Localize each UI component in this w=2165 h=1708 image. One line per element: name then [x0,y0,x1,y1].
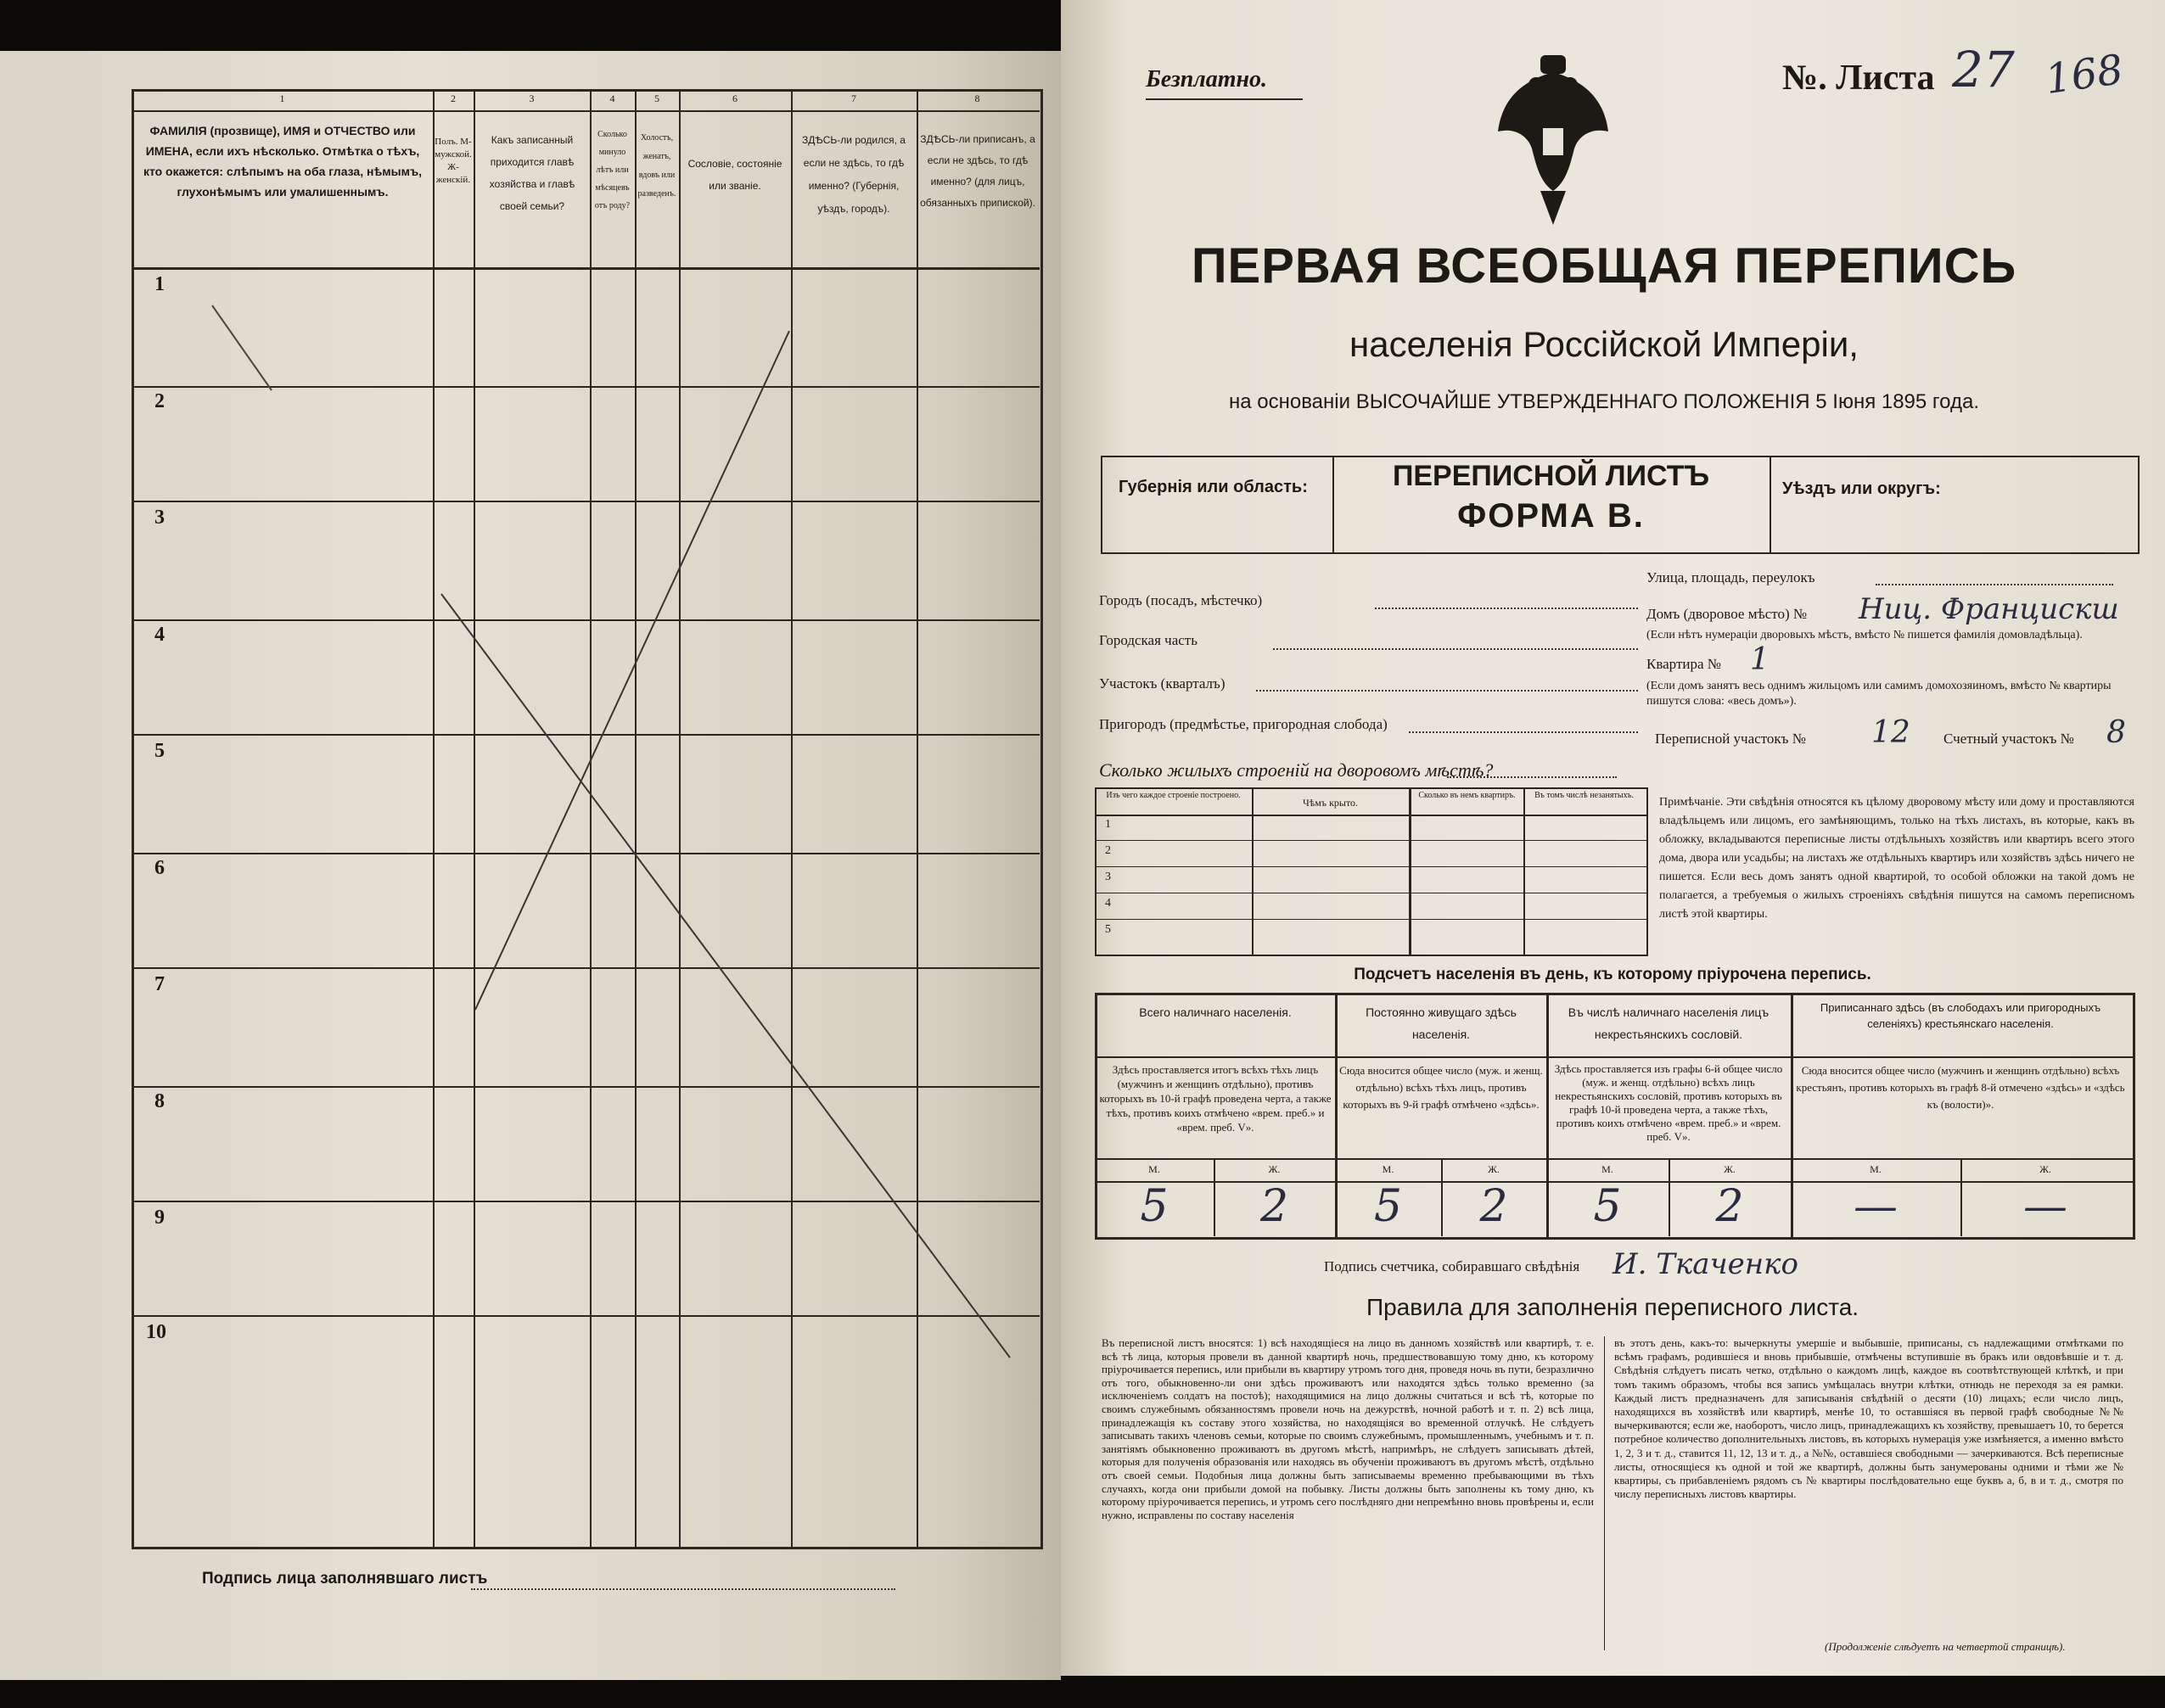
signature-label: Подпись лица заполнявшаго листъ [202,1570,488,1588]
female-label: Ж. [2039,1163,2051,1175]
buildings-header: Изъ чего каждое строеніе построено. [1106,791,1241,800]
strike-through-lines [0,51,1061,1680]
buildings-header: Въ томъ числѣ незанятыхъ. [1534,791,1634,800]
buildings-note: Примѣчаніе. Эти свѣдѣнія относятся къ цѣлому дворовому мѣсту или дому и проставляются владѣльцемъ или лицомъ, его замѣняющимъ, только на тѣхъ листахъ, въ которые, какъ въ обложку, вкладываются переписные листы отдѣльныхъ хозяйствъ или квартиръ всего этого дома, двора или усадьбы; на листахъ же отдѣльныхъ квартиръ или хозяйствъ здѣсь ничего не пишется. Если весь домъ занятъ одной квартирой, то особой обложки на такой домъ не полагается, а требуемыя о жилыхъ строеніяхъ свѣдѣнія пишутся на самомъ переписномъ листѣ этой квартиры. [1659,796,2134,921]
form-subtitle: ФОРМА В. [1457,497,1645,535]
document-title: ПЕРВАЯ ВСЕОБЩАЯ ПЕРЕПИСЬ [1191,238,2017,294]
row-number: 10 [146,1321,166,1343]
count-col-title: Всего наличнаго населенія. [1139,1005,1292,1019]
count-female-value: 2 [1479,1181,1508,1232]
coat-of-arms-icon [1489,47,1617,233]
row-number: 2 [154,390,165,412]
buildings-question: Сколько жилыхъ строеній на дворовомъ мѣстѣ? [1099,759,1494,781]
count-district-label: Счетный участокъ № [1943,731,2074,747]
column-header-name: ФАМИЛІЯ (прозвище), ИМЯ и ОТЧЕСТВО или ИМЕНА, если ихъ нѣсколько. Отмѣтка о тѣхъ, кто окажется: слѣпымъ на оба глаза, нѣмымъ, глухонѣмымъ или умалишеннымъ. [143,124,423,199]
count-female-value: — [2023,1181,2067,1232]
row-number: 6 [154,857,165,879]
female-label: Ж. [1268,1163,1281,1175]
female-label: Ж. [1488,1163,1500,1175]
male-label: М. [1382,1163,1394,1175]
count-col-title: Приписаннаго здѣсь (въ слободахъ или пригородныхъ селеніяхъ) крестьянскаго населенія. [1820,1001,2101,1030]
male-label: М. [1148,1163,1160,1175]
column-header-estate: Сословіе, состояніе или званіе. [687,158,782,192]
counter-signature-value: И. Ткаченко [1613,1247,1798,1281]
sheet-number-value: 27 [1952,41,2015,98]
count-col-title: Постоянно живущаго здѣсь населенія. [1366,1005,1517,1041]
row-number: 3 [154,507,165,529]
row-number: 7 [154,973,165,995]
left-page [0,51,1061,1680]
free-label: Безплатно. [1146,66,1268,92]
row-number: 9 [154,1207,165,1229]
column-number: 7 [851,92,856,104]
column-header-birthplace: ЗДѢСЬ-ли родился, а если не здѣсь, то гдѣ именно? (Губернія, уѣздъ, городъ). [802,134,906,215]
female-label: Ж. [1724,1163,1736,1175]
count-male-value: 5 [1140,1181,1169,1232]
rules-left-column: Въ переписной листъ вносятся: 1) всѣ находящіеся на лицо въ данномъ хозяйствѣ или квартирѣ, т. е. всѣ тѣ лица, которыя провели въ данной квартирѣ ночь, предшествовавшую тому дню, къ которому пріурочивается перепись, или прибыли въ квартиру утромъ того дня, проведя ночь въ пути, безразлично отъ того, обыкновенно-ли они здѣсь проживаютъ или находятся здѣсь только временно (за исключеніемъ солдатъ на постоѣ); находящимися на лицо должны считаться и всѣ тѣ, которые по своимъ служебнымъ обязанностямъ провели ночь на дежурствѣ, ночной работѣ и т. п. 2) всѣ лица, принадлежащія къ составу этого хозяйства, но находящіяся во временной отлучкѣ. Не слѣдуетъ записывать такихъ членовъ семьи, которые по своимъ служебнымъ, промышленнымъ, учебнымъ и т. п. занятіямъ обыкновенно проживаютъ въ другомъ мѣстѣ, напримѣръ, не слѣдуетъ записывать дѣтей, которыя для полученія образованія или находясь въ обученіи проживаютъ въ другомъ мѣстѣ, отдѣльно отъ своей семьи. Подобныя лица должны быть записываемы временно пребывающими въ тѣхъ случаяхъ, когда они прибыли домой на побывку. Листы должны быть заполнены къ тому дню, къ которому пріурочивается перепись, и утромъ сего послѣдняго дни непремѣнно вновь провѣрены и, если нужно, исправлены по составу населенія [1102,1336,1594,1521]
column-header-age: Сколько минуло лѣтъ или мѣсяцевъ отъ роду? [594,130,631,210]
male-label: М. [1870,1163,1882,1175]
rules-right-column: въ этотъ день, какъ-то: вычеркнуты умершіе и выбывшіе, приписаны, съ надлежащими отмѣтками по всѣмъ графамъ, родившіеся и вновь прибывшіе, отмѣчены вступившіе въ бракъ или овдовѣвшіе и т. д. Свѣдѣнія слѣдуетъ писать четко, отдѣльно о каждомъ лицѣ, каждое въ соотвѣтствующей клѣткѣ, и при томъ такимъ образомъ, чтобы вся запись умѣщалась внутри клѣтки, отнюдь не переходя за ея рамки. Каждый листъ предназначенъ для записыванія свѣдѣній о десяти (10) лицахъ; если число лицъ, находящихся въ хозяйствѣ или квартирѣ, менѣе 10, то оставшіяся въ первой графѣ свободные №№ вычеркиваются; если же, наоборотъ, число лицъ, принадлежащихъ къ хозяйству, превышаетъ 10, то берется потребное количество дополнительныхъ листовъ, въ которыхъ нумерація уже измѣняется, а именно вмѣсто 1, 2, 3 и т. д., ставится 11, 12, 13 и т. д., а №№, оставшіеся свободными — зачеркиваются. Всѣ переписные листы, относящіеся къ одной и той же квартирѣ, должны быть занумерованы одними и тѣми же № квартиры, съ прибавленіемъ рядомъ съ № квартиры послѣдовательно еще буквъ а, б, в и т. д., смотря по числу переписныхъ листовъ квартиры. [1614,1336,2123,1501]
archive-mark: 168 [2042,45,2127,104]
house-note: (Если нѣтъ нумераціи дворовыхъ мѣстъ, вмѣсто № пишется фамилія домовладѣльца). [1646,629,2083,641]
right-page [1061,0,2165,1676]
buildings-row: 3 [1105,871,1111,883]
legal-basis: на основаніи ВЫСОЧАЙШЕ УТВЕРЖДЕННАГО ПОЛОЖЕНІЯ 5 Іюня 1895 года. [1228,390,1979,413]
row-number: 5 [154,740,165,762]
column-header-marital: Холостъ, женатъ, вдовъ или разведенъ. [637,133,676,199]
buildings-header: Сколько въ немъ квартиръ. [1418,791,1516,800]
column-number: 5 [654,92,659,104]
district-label: Участокъ (кварталъ) [1099,675,1226,692]
count-male-value: 5 [1593,1181,1622,1232]
count-district-value: 8 [2106,715,2126,750]
suburb-label: Пригородъ (предмѣстье, пригородная слобода) [1099,716,1388,732]
census-district-value: 12 [1871,715,1910,750]
form-title: ПЕРЕПИСНОЙ ЛИСТЪ [1392,460,1710,492]
gubernia-label: Губернія или область: [1119,478,1308,496]
column-header-registration: ЗДѢСЬ-ли приписанъ, а если не здѣсь, то гдѣ именно? (для лицъ, обязанныхъ припиской). [920,133,1035,209]
column-number: 1 [279,92,285,104]
count-col-text: Здѣсь проставляется итогъ всѣхъ тѣхъ лицъ (мужчинъ и женщинъ отдѣльно), противъ которыхъ въ 10-й графѣ проведена черта, а также тѣхъ, противъ коихъ отмѣчено «врем. преб.» и «врем. преб. V». [1099,1063,1332,1134]
sheet-number-label: №. Листа [1782,59,1935,98]
counter-signature-label: Подпись счетчика, собиравшаго свѣдѣнія [1324,1258,1580,1274]
flat-note: (Если домъ занятъ весь однимъ жильцомъ или самимъ домохозяиномъ, вмѣсто № квартиры пишутся слова: «весь домъ»). [1646,680,2112,708]
rules-title: Правила для заполненія переписного листа. [1366,1294,1859,1320]
flat-label: Квартира № [1646,656,1722,672]
buildings-row: 5 [1105,923,1111,936]
column-header-relation: Какъ записанный приходится главѣ хозяйства и главѣ своей семьи? [489,134,575,212]
count-male-value: 5 [1373,1181,1403,1232]
continued-note: (Продолженіе слѣдуетъ на четвертой страницѣ). [1825,1640,2066,1653]
count-title: Подсчетъ населенія въ день, къ которому пріурочена перепись. [1354,966,1871,983]
uezd-label: Уѣздъ или округъ: [1782,479,1941,498]
flat-value: 1 [1750,642,1770,677]
count-col-text: Сюда вносится общее число (муж. и женщ. отдѣльно) всѣхъ тѣхъ лицъ, противъ которыхъ въ 9-й графѣ отмѣчено «здѣсь». [1339,1064,1543,1111]
city-part-label: Городская часть [1099,632,1197,648]
buildings-row: 1 [1105,818,1111,831]
male-label: М. [1601,1163,1613,1175]
buildings-header: Чѣмъ крыто. [1302,797,1359,809]
count-col-text: Здѣсь проставляется изъ графы 6-й общее число (муж. и женщ. отдѣльно) всѣхъ лицъ некрестьянскихъ сословій, противъ которыхъ въ графѣ 10-й проведена черта, а также тѣхъ, противъ коихъ отмѣчено «врем. преб.» и «врем. преб. V». [1554,1062,1783,1143]
house-label: Домъ (дворовое мѣсто) № [1646,606,1808,622]
city-label: Городъ (посадъ, мѣстечко) [1099,592,1263,608]
count-female-value: 2 [1715,1181,1744,1232]
column-number: 8 [974,92,980,104]
street-label: Улица, площадь, переулокъ [1646,569,1815,585]
census-district-label: Переписной участокъ № [1655,731,1806,747]
buildings-row: 4 [1105,897,1111,910]
column-number: 4 [609,92,615,104]
row-number: 4 [154,624,165,646]
row-number: 8 [154,1090,165,1112]
column-number: 3 [529,92,535,104]
house-value: Ниц. Францискш [1859,592,2119,626]
buildings-table [1095,787,1648,956]
row-number: 1 [154,273,165,295]
column-number: 6 [732,92,738,104]
column-header-sex: Полъ. М-мужской. Ж-женскій. [435,137,472,185]
column-number: 2 [451,92,456,104]
count-col-text: Сюда вносится общее число (мужчинъ и женщинъ отдѣльно) всѣхъ крестьянъ, противъ которыхъ въ графѣ 8-й отмечено «здѣсь» и «здѣсь къ (волости)». [1796,1064,2125,1111]
document-subtitle: населенія Россійской Имперіи, [1349,324,1859,364]
count-male-value: — [1854,1181,1898,1232]
count-female-value: 2 [1259,1181,1289,1232]
buildings-row: 2 [1105,844,1111,857]
count-col-title: Въ числѣ наличнаго населенія лицъ некрестьянскихъ сословій. [1568,1005,1770,1041]
